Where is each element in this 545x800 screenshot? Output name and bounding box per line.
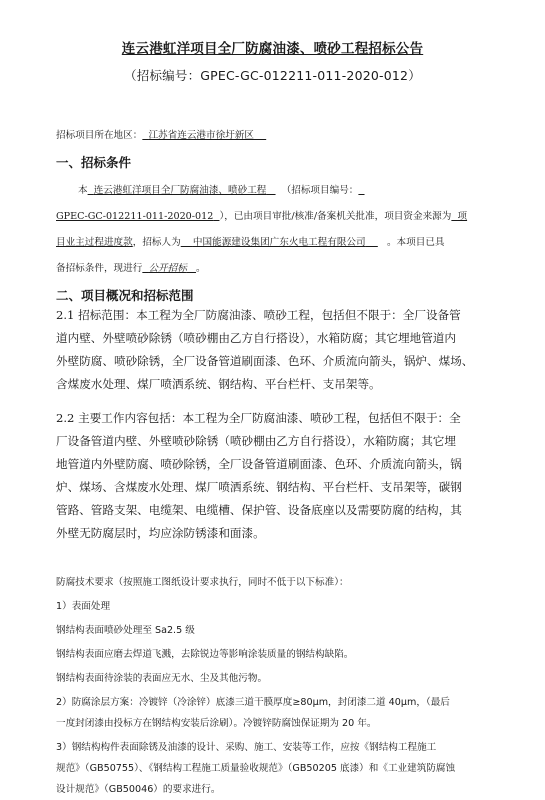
tech-item-2b: 一度封闭漆由投标方在钢结构安装后涂刷）。冷镀锌防腐蚀保证期为 20 年。 — [56, 718, 377, 729]
page-title: 连云港虹洋项目全厂防腐油漆、喷砂工程招标公告 — [121, 41, 424, 57]
section2-heading: 二、项目概况和招标范围 — [56, 288, 194, 303]
tech-line-3: 钢结构表面待涂装的表面应无水、尘及其他污物。 — [56, 673, 268, 684]
s1-line-2: GPEC-GC-012211-011-2020-012 ），已由项目审批/核准/备案机关批准，项目资金来源为 项 — [56, 211, 468, 222]
s1-line-3: 目业主过程进度款，招标人为 中国能源建设集团广东火电工程有限公司 。本项目已具 — [56, 237, 445, 248]
s1-line-4: 备招标条件，现进行 公开招标 。 — [56, 263, 206, 274]
tech-item-3a: 3）钢结构构件表面除锈及油漆的设计、采购、施工、安装等工作，应按《钢结构工程施工 — [56, 742, 437, 753]
project-name: 连云港虹洋项目全厂防腐油漆、喷砂工程 — [93, 185, 267, 196]
paragraph-2-2: 2.2 主要工作内容包括：本工程为全厂防腐油漆、喷砂工程，包括但不限于：全 厂设备管道内壁、外壁喷砂除锈（喷砂棚由乙方自行搭设），水箱防腐；其它埋 地管道内外壁防腐、喷砂除锈，全厂设备管道刷面漆、色环、介质流向箭头，锅 炉、煤场、含煤废水处理、煤厂喷洒系统、钢结构、平台栏杆、支吊架等，碳钢 管路、管路支架、电缆架、电缆槽、保护管、设备底座以及需要防腐的结构，其 外壁无防腐层时，均应涂防锈漆和面漆。 — [56, 411, 462, 540]
bid-number: （招标编号：GPEC-GC-012211-011-2020-012） — [124, 68, 421, 83]
s1-line-1: 本 连云港虹洋项目全厂防腐油漆、喷砂工程 （招标项目编号： — [78, 185, 359, 196]
location-value: 江苏省连云港市徐圩新区 — [148, 130, 254, 141]
location-line — [56, 127, 266, 141]
tenderer-name: 中国能源建设集团广东火电工程有限公司 — [192, 237, 366, 248]
tech-item-1: 1）表面处理 — [56, 601, 111, 612]
tech-intro: 防腐技术要求（按照施工图纸设计要求执行，同时不低于以下标准）： — [56, 577, 349, 588]
paragraph-2-1: 2.1 招标范围：本工程为全厂防腐油漆、喷砂工程，包括但不限于：全厂设备管 道内壁、外壁喷砂除锈（喷砂棚由乙方自行搭设），水箱防腐；其它埋地管道内 外壁防腐、喷砂除锈，全厂设备管道刷面漆、色环、介质流向箭头，锅炉、煤场、 含煤废水处理、煤厂喷洒系统、钢结构、平台栏杆、支吊架等。 — [56, 308, 474, 391]
project-code: GPEC-GC-012211-011-2020-012 — [56, 211, 214, 222]
location-label: 招标项目所在地区： — [56, 130, 143, 141]
tender-method: 公开招标 — [148, 263, 187, 274]
section1-heading: 一、招标条件 — [56, 155, 132, 170]
tech-line-1: 钢结构表面喷砂处理至 Sa2.5 级 — [56, 625, 195, 636]
tech-line-2: 钢结构表面应磨去焊道飞溅，去除锐边等影响涂装质量的钢结构缺陷。 — [56, 649, 354, 660]
tech-item-3b: 规范》（GB50755）、《钢结构工程施工质量验收规范》（GB50205 底漆）和《工业建筑防腐蚀 — [56, 763, 456, 774]
tech-item-3c: 设计规范》（GB50046）的要求进行。 — [56, 784, 221, 795]
tech-item-2a: 2）防腐涂层方案：冷镀锌（冷涂锌）底漆三道干膜厚度≥80μm，封闭漆二道 40μm，（最后 — [56, 697, 450, 708]
